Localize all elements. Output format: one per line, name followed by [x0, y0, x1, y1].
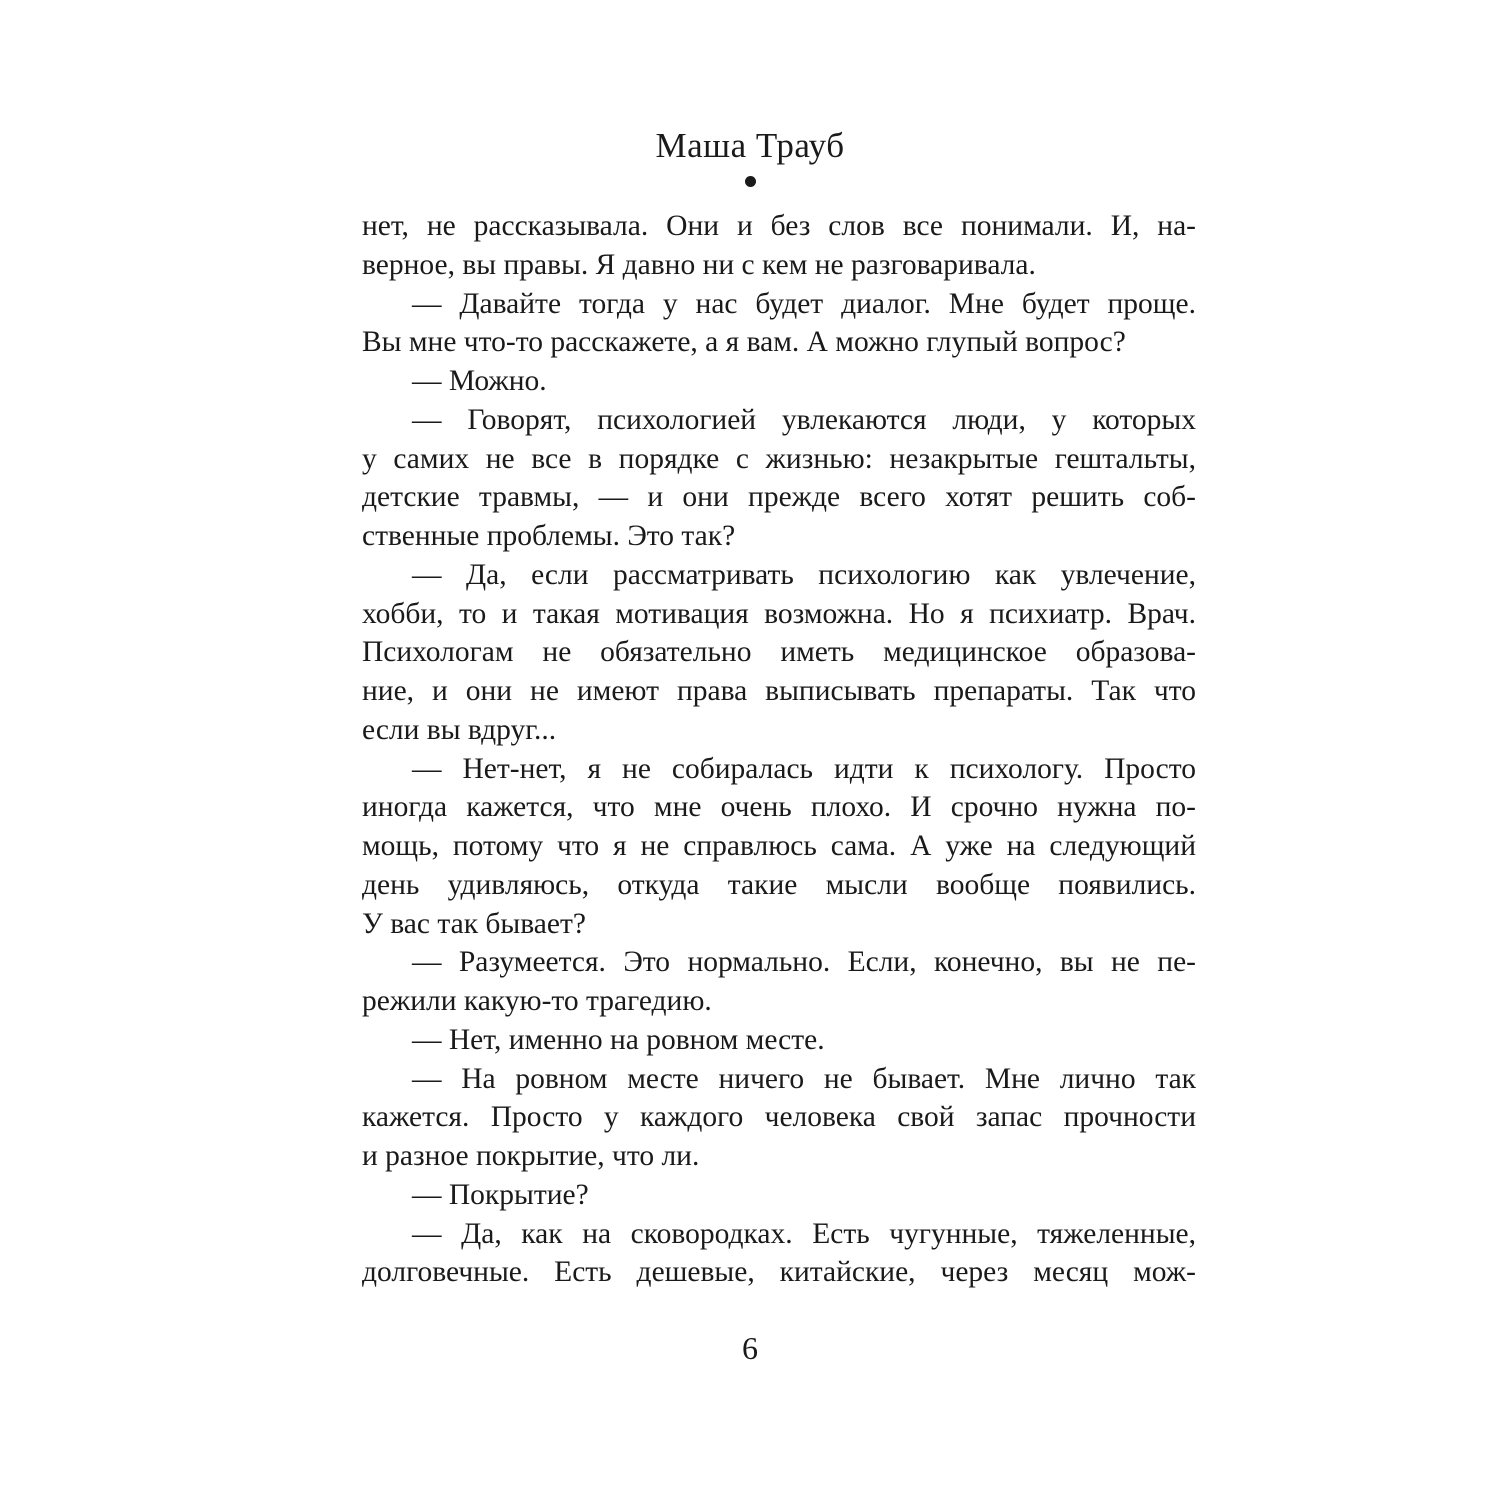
running-head-author: Маша Трауб: [655, 126, 845, 165]
ornament-dot: [745, 176, 756, 187]
text-line: Психологам не обязательно иметь медицинское образова-: [362, 636, 1196, 669]
text-line: мощь, потому что я не справлюсь сама. А уже на следующий: [362, 830, 1196, 862]
text-line: ние, и они не имеют права выписывать препараты. Так что: [362, 675, 1196, 707]
text-line: — Можно.: [412, 365, 547, 397]
text-line: — Разумеется. Это нормально. Если, конечно, вы не пе-: [412, 946, 1196, 979]
page-number: 6: [742, 1330, 758, 1366]
text-line: Вы мне что-то расскажете, а я вам. А можно глупый вопрос?: [362, 326, 1126, 359]
text-line: иногда кажется, что мне очень плохо. И срочно нужна по-: [362, 791, 1196, 824]
text-line: кажется. Просто у каждого человека свой запас прочности: [362, 1101, 1196, 1134]
body-text: [362, 207, 1196, 1292]
text-line: нет, не рассказывала. Они и без слов все понимали. И, на-: [362, 210, 1196, 242]
text-line: режили какую-то трагедию.: [362, 985, 712, 1017]
text-line: у самих не все в порядке с жизнью: незакрытые гештальты,: [362, 442, 1196, 475]
text-line: долговечные. Есть дешевые, китайские, через месяц мож-: [362, 1256, 1196, 1289]
text-line: день удивляюсь, откуда такие мысли вообще появились.: [362, 868, 1196, 901]
text-line: верное, вы правы. Я давно ни с кем не разговаривала.: [362, 248, 1036, 281]
text-line: детские травмы, — и они прежде всего хотят решить соб-: [362, 481, 1196, 514]
text-line: хобби, то и такая мотивация возможна. Но я психиатр. Врач.: [362, 597, 1196, 630]
text-line: если вы вдруг...: [362, 713, 557, 746]
text-line: — Нет-нет, я не собиралась идти к психологу. Просто: [412, 752, 1196, 785]
text-line: — Нет, именно на ровном месте.: [412, 1023, 825, 1056]
text-line: У вас так бывает?: [362, 907, 586, 940]
text-line: — Да, как на сковородках. Есть чугунные, тяжеленные,: [412, 1217, 1196, 1250]
text-line: — Да, если рассматривать психологию как увлечение,: [412, 558, 1196, 591]
text-line: ственные проблемы. Это так?: [362, 520, 736, 552]
text-line: — Покрытие?: [412, 1178, 589, 1211]
text-line: — Говорят, психологией увлекаются люди, у которых: [412, 403, 1196, 436]
text-line: — На ровном месте ничего не бывает. Мне лично так: [412, 1062, 1196, 1095]
text-line: — Давайте тогда у нас будет диалог. Мне будет проще.: [412, 287, 1196, 320]
text-line: и разное покрытие, что ли.: [362, 1140, 700, 1172]
